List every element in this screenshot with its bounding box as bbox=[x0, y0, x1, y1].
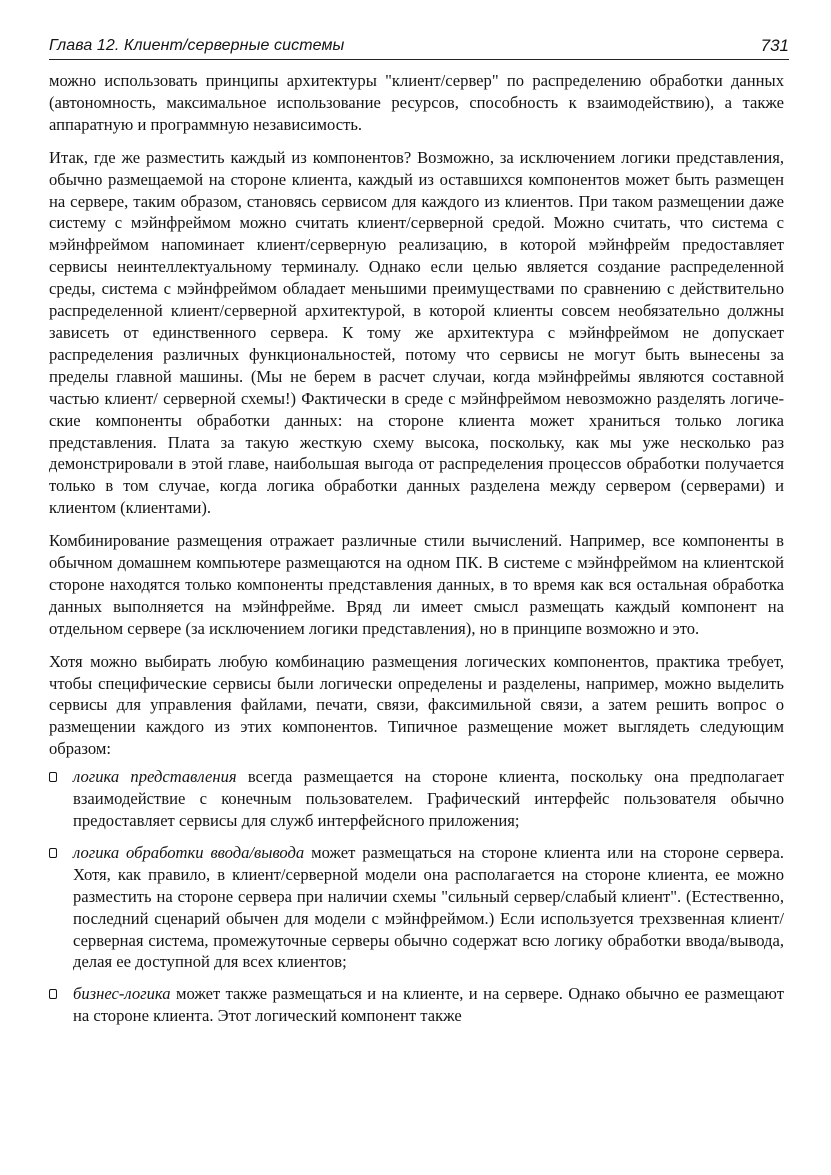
page bbox=[49, 36, 789, 1037]
list-item-term: логика представления bbox=[73, 767, 237, 787]
list-item bbox=[49, 766, 784, 832]
list-item-term: бизнес-логика bbox=[73, 984, 171, 1004]
list-item-text: может размещаться на стороне клиента или на стороне сервера. Хотя, как правило, в клиент/серверной модели она располагается на стороне клиента, ее можно разместить на стороне сервера при наличии схемы "сильный сервер/слабый клиент". (Естественно, последний сценарий обычен для модели с мэйнфреймом.) Если используется трехзвенная клиент/серверная система, промежуточные серверы обычно содержат всю логику обработки ввода/вывода, делая ее доступной для всех клиентов; bbox=[73, 842, 784, 972]
running-header bbox=[49, 36, 789, 60]
checkbox-bullet-icon bbox=[49, 772, 57, 782]
bullet-list bbox=[49, 766, 784, 1027]
list-item-term: логика обработки ввода/вывода bbox=[73, 842, 305, 862]
list-item bbox=[49, 842, 784, 973]
checkbox-bullet-icon bbox=[49, 989, 57, 999]
paragraph: Комбинирование размещения отражает различные стили вычислений. Например, все компоненты в обычном домашнем компьютере размещаются на одном ПК. В системе с мэйнфреймом на клиентской стороне находятся только компоненты представления данных, в то время как вся остальная обработка данных выполняется на мэйнфрейме. Вряд ли имеет смысл размещать каждый компонент на отдельном сервере (за исключением логики представления), но в принципе возможно и это. bbox=[49, 531, 784, 638]
checkbox-bullet-icon bbox=[49, 848, 57, 858]
body-text bbox=[49, 70, 784, 1027]
paragraph: Хотя можно выбирать любую комбинацию размещения логических компонентов, практика требует, чтобы специфические сервисы были логически определены и разделены, например, можно выделить сервисы для управления файлами, печати, связи, факсимильной связи, а затем решить вопрос о размещении каждого из этих компонентов. Типичное размещение может выглядеть следующим образом: bbox=[49, 651, 784, 759]
list-item bbox=[49, 983, 784, 1027]
paragraph: можно использовать принципы архитектуры "клиент/сервер" по распределению обработки данных (автономность, максимальное использование ресурсов, способность к взаимодействию), а также аппаратную и программную независимость. bbox=[49, 71, 784, 134]
chapter-title: Глава 12. Клиент/серверные системы bbox=[49, 37, 345, 54]
list-item-text: может также размещаться и на клиенте, и на сервере. Однако обычно ее размещают на стороне клиента. Этот логический компонент также bbox=[73, 984, 784, 1026]
page-number: 731 bbox=[760, 36, 789, 55]
list-item-text: всегда размещается на стороне клиента, поскольку она предполагает взаимодействие с конечным пользователем. Графический интерфейс пользователя обычно предоставляет сервисы для служб интерфейсного приложения; bbox=[73, 767, 785, 830]
paragraph: Итак, где же разместить каждый из компонентов? Возможно, за исключением логики представления, обычно размещаемой на стороне клиента, каждый из оставшихся компонентов может быть размещен на сервере, таким образом, становясь сервисом для каждого из клиентов. При таком размещении даже систему с мэйнфреймом можно считать клиент/серверной средой. Можно считать, что система с мэйнфреймом напоминает клиент/серверную реализацию, в которой мэйнфрейм предоставляет сервисы неинтеллектуальному терминалу. Однако если целью является создание распределенной среды, система с мэйнфреймом обладает меньшими преимуществами по сравнению с действительно распределенной клиент/серверной архитектурой, в которой клиенты совсем необязательно должны зависеть от единственного сервера. К тому же архитектура с мэйнфреймом не допускает распределения различных функциональностей, потому что сервисы не могут быть вынесены за пределы главной машины. (Мы не берем в расчет случаи, когда мэйнфреймы являются составной частью клиент/ серверной схемы!) Фактически в среде с мэйнфреймом невозможно разделять логические компоненты обработки данных: на стороне клиента может храниться только логика представления. Плата за такую жесткую схему высока, поскольку, как мы уже несколько раз демонстрировали в этой главе, наибольшая выгода от распределения процессов обработки получается только в том случае, когда логика обработки данных разделена между сервером (серверами) и клиентом (клиентами). bbox=[49, 147, 784, 518]
